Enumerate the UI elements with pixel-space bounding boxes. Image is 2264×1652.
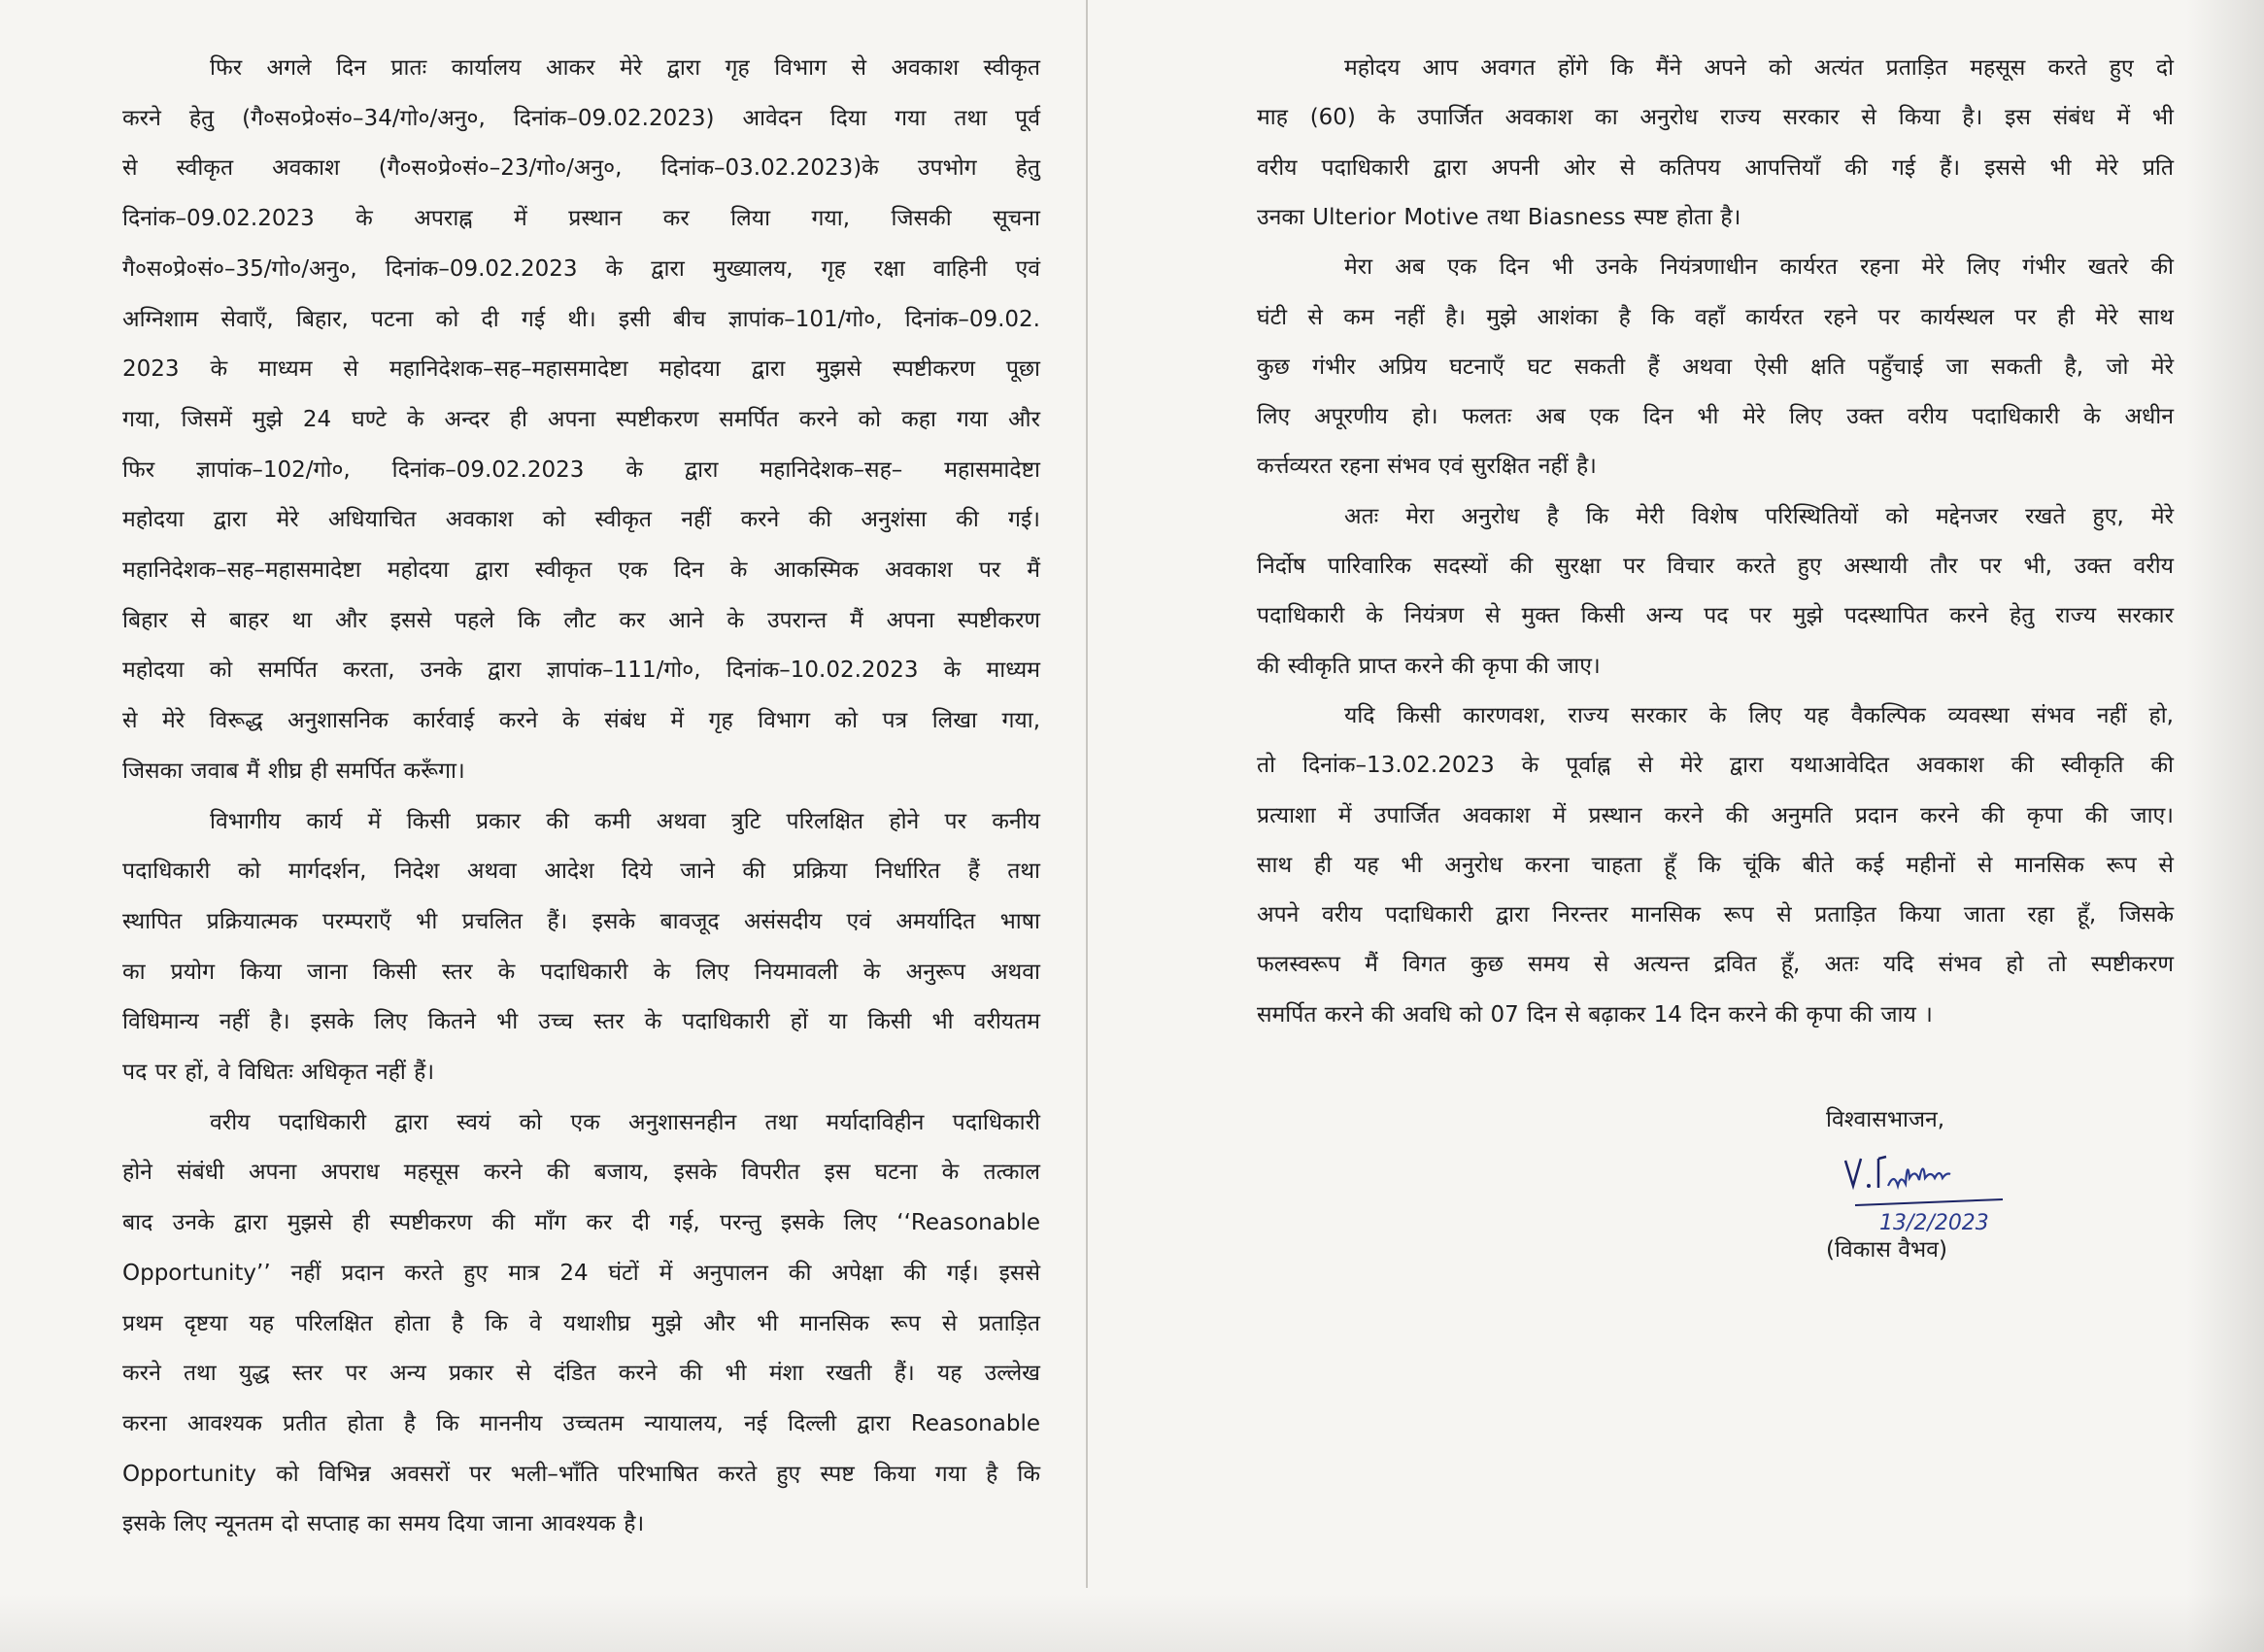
- text-line: महोदया द्वारा मेरे अधियाचित अवकाश को स्वीकृत नहीं करने की अनुशंसा की गई।: [122, 507, 1040, 533]
- text-line: गया, जिसमें मुझे 24 घण्टे के अन्दर ही अपना स्पष्टीकरण समर्पित करने को कहा गया और: [122, 406, 1040, 432]
- text-line: करना आवश्यक प्रतीत होता है कि माननीय उच्चतम न्यायालय, नई दिल्ली द्वारा Reasonable: [122, 1410, 1040, 1436]
- text-line: फलस्वरूप मैं विगत कुछ समय से अत्यन्त द्रवित हूँ, अतः यदि संभव हो तो स्पष्टीकरण: [1257, 952, 2174, 978]
- text-line: बाद उनके द्वारा मुझसे ही स्पष्टीकरण की माँग कर दी गई, परन्तु इसके लिए ‘‘Reasonable: [122, 1210, 1040, 1236]
- text-line: होने संबंधी अपना अपराध महसूस करने की बजाय, इसके विपरीत इस घटना के तत्काल: [122, 1160, 1040, 1186]
- text-line: साथ ही यह भी अनुरोध करना चाहता हूँ कि चूंकि बीते कई महीनों से मानसिक रूप से: [1257, 852, 2174, 878]
- text-line: बिहार से बाहर था और इससे पहले कि लौट कर आने के उपरान्त मैं अपना स्पष्टीकरण: [122, 607, 1040, 633]
- text-line: प्रथम दृष्टया यह परिलक्षित होता है कि वे यथाशीघ्र मुझे और भी मानसिक रूप से प्रताड़ित: [122, 1310, 1040, 1336]
- text-line: वरीय पदाधिकारी द्वारा अपनी ओर से कतिपय आपत्तियाँ की गई हैं। इससे भी मेरे प्रति: [1257, 154, 2174, 181]
- text-line: गै०स०प्रे०सं०–35/गो०/अनु०, दिनांक–09.02.2023 के द्वारा मुख्यालय, गृह रक्षा वाहिनी एवं: [122, 255, 1040, 282]
- text-line: 2023 के माध्यम से महानिदेशक–सह–महासमादेष्टा महोदया द्वारा मुझसे स्पष्टीकरण पूछा: [122, 356, 1040, 383]
- text-line: की स्वीकृति प्राप्त करने की कृपा की जाए।: [1257, 653, 1601, 679]
- text-line: अग्निशाम सेवाएँ, बिहार, पटना को दी गई थी। इसी बीच ज्ञापांक–101/गो०, दिनांक–09.02.: [122, 306, 1040, 332]
- text-line: अतः मेरा अनुरोध है कि मेरी विशेष परिस्थितियों को मद्देनजर रखते हुए, मेरे: [1344, 503, 2174, 529]
- text-line: करने हेतु (गै०स०प्रे०सं०–34/गो०/अनु०, दिनांक–09.02.2023) आवेदन दिया गया तथा पूर्व: [122, 105, 1040, 131]
- text-line: मेरा अब एक दिन भी उनके नियंत्रणाधीन कार्यरत रहना मेरे लिए गंभीर खतरे की: [1344, 254, 2174, 281]
- text-line: इसके लिए न्यूनतम दो सप्ताह का समय दिया जाना आवश्यक है।: [122, 1511, 645, 1537]
- text-line: विभागीय कार्य में किसी प्रकार की कमी अथवा त्रुटि परिलक्षित होने पर कनीय: [210, 808, 1040, 834]
- text-line: स्थापित प्रक्रियात्मक परम्पराएँ भी प्रचलित हैं। इसके बावजूद असंसदीय एवं अमर्यादित भाषा: [122, 908, 1040, 934]
- text-line: दिनांक–09.02.2023 के अपराह्न में प्रस्थान कर लिया गया, जिसकी सूचना: [122, 206, 1040, 232]
- text-line: वरीय पदाधिकारी द्वारा स्वयं को एक अनुशासनहीन तथा मर्यादाविहीन पदाधिकारी: [210, 1109, 1040, 1135]
- text-line: तो दिनांक–13.02.2023 के पूर्वाह्न से मेरे द्वारा यथाआवेदित अवकाश की स्वीकृति की: [1257, 753, 2174, 779]
- text-line: जिसका जवाब मैं शीघ्र ही समर्पित करूँगा।: [122, 758, 465, 784]
- page-bottom-shadow: [0, 1594, 2264, 1652]
- handwritten-signature: [1838, 1149, 2022, 1217]
- text-line: यदि किसी कारणवश, राज्य सरकार के लिए यह वैकल्पिक व्यवस्था संभव नहीं हो,: [1344, 702, 2174, 728]
- text-line: समर्पित करने की अवधि को 07 दिन से बढ़ाकर 14 दिन करने की कृपा की जाय ।: [1257, 1001, 1933, 1028]
- text-line: महोदया को समर्पित करता, उनके द्वारा ज्ञापांक–111/गो०, दिनांक–10.02.2023 के माध्यम: [122, 657, 1040, 684]
- page-edge-shadow: [2186, 0, 2264, 1652]
- text-line: Opportunity को विभिन्न अवसरों पर भली–भाँति परिभाषित करते हुए स्पष्ट किया गया है कि: [122, 1461, 1040, 1487]
- text-line: कर्त्तव्यरत रहना संभव एवं सुरक्षित नहीं है।: [1257, 454, 1597, 480]
- text-line: निर्दोष पारिवारिक सदस्यों की सुरक्षा पर विचार करते हुए अस्थायी तौर पर भी, उक्त वरीय: [1257, 554, 2174, 579]
- text-line: से स्वीकृत अवकाश (गै०स०प्रे०सं०–23/गो०/अनु०, दिनांक–03.02.2023)के उपभोग हेतु: [122, 155, 1040, 182]
- sender-name: (विकास वैभव): [1826, 1237, 1947, 1263]
- text-line: घंटी से कम नहीं है। मुझे आशंका है कि वहाँ कार्यरत रहने पर कार्यस्थल पर ही मेरे साथ: [1257, 304, 2174, 330]
- text-line: प्रत्याशा में उपार्जित अवकाश में प्रस्थान करने की अनुमति प्रदान करने की कृपा की जाए।: [1257, 802, 2174, 828]
- text-line: लिए अपूरणीय हो। फलतः अब एक दिन भी मेरे लिए उक्त वरीय पदाधिकारी के अधीन: [1257, 404, 2174, 430]
- text-line: महानिदेशक–सह–महासमादेष्टा महोदया द्वारा स्वीकृत एक दिन के आकस्मिक अवकाश पर मैं: [122, 557, 1040, 583]
- text-line: से मेरे विरूद्ध अनुशासनिक कार्रवाई करने के संबंध में गृह विभाग को पत्र लिखा गया,: [122, 708, 1041, 734]
- text-line: पद पर हों, वे विधितः अधिकृत नहीं हैं।: [122, 1060, 435, 1085]
- salutation: विश्वासभाजन,: [1826, 1107, 1945, 1132]
- text-line: विधिमान्य नहीं है। इसके लिए कितने भी उच्च स्तर के पदाधिकारी हों या किसी भी वरीयतम: [122, 1009, 1040, 1035]
- text-line: Opportunity’’ नहीं प्रदान करते हुए मात्र 24 घंटों में अनुपालन की अपेक्षा की गई। इससे: [122, 1260, 1040, 1286]
- signature-date: 13/2/2023: [1879, 1211, 1989, 1235]
- text-line: कुछ गंभीर अप्रिय घटनाएँ घट सकती हैं अथवा ऐसी क्षति पहुँचाई जा सकती है, जो मेरे: [1257, 354, 2174, 380]
- text-line: अपने वरीय पदाधिकारी द्वारा निरन्तर मानसिक रूप से प्रताड़ित किया जाता रहा हूँ, जिसके: [1257, 902, 2174, 928]
- text-line: महोदय आप अवगत होंगे कि मैंने अपने को अत्यंत प्रताड़ित महसूस करते हुए दो: [1344, 55, 2174, 81]
- text-line: पदाधिकारी को मार्गदर्शन, निदेश अथवा आदेश दिये जाने की प्रक्रिया निर्धारित हैं तथा: [122, 859, 1040, 885]
- text-line: फिर ज्ञापांक–102/गो०, दिनांक–09.02.2023 के द्वारा महानिदेशक–सह– महासमादेष्टा: [122, 456, 1040, 483]
- page-divider: [1086, 0, 1088, 1588]
- text-line: माह (60) के उपार्जित अवकाश का अनुरोध राज्य सरकार से किया है। इस संबंध में भी: [1257, 105, 2174, 131]
- text-line: फिर अगले दिन प्रातः कार्यालय आकर मेरे द्वारा गृह विभाग से अवकाश स्वीकृत: [210, 55, 1040, 81]
- text-line: करने तथा युद्ध स्तर पर अन्य प्रकार से दंडित करने की भी मंशा रखती हैं। यह उल्लेख: [122, 1361, 1040, 1387]
- text-line: का प्रयोग किया जाना किसी स्तर के पदाधिकारी के लिए नियमावली के अनुरूप अथवा: [122, 959, 1040, 985]
- text-line: उनका Ulterior Motive तथा Biasness स्पष्ट होता है।: [1257, 204, 1741, 230]
- text-line: पदाधिकारी के नियंत्रण से मुक्त किसी अन्य पद पर मुझे पदस्थापित करने हेतु राज्य सरकार: [1257, 603, 2174, 629]
